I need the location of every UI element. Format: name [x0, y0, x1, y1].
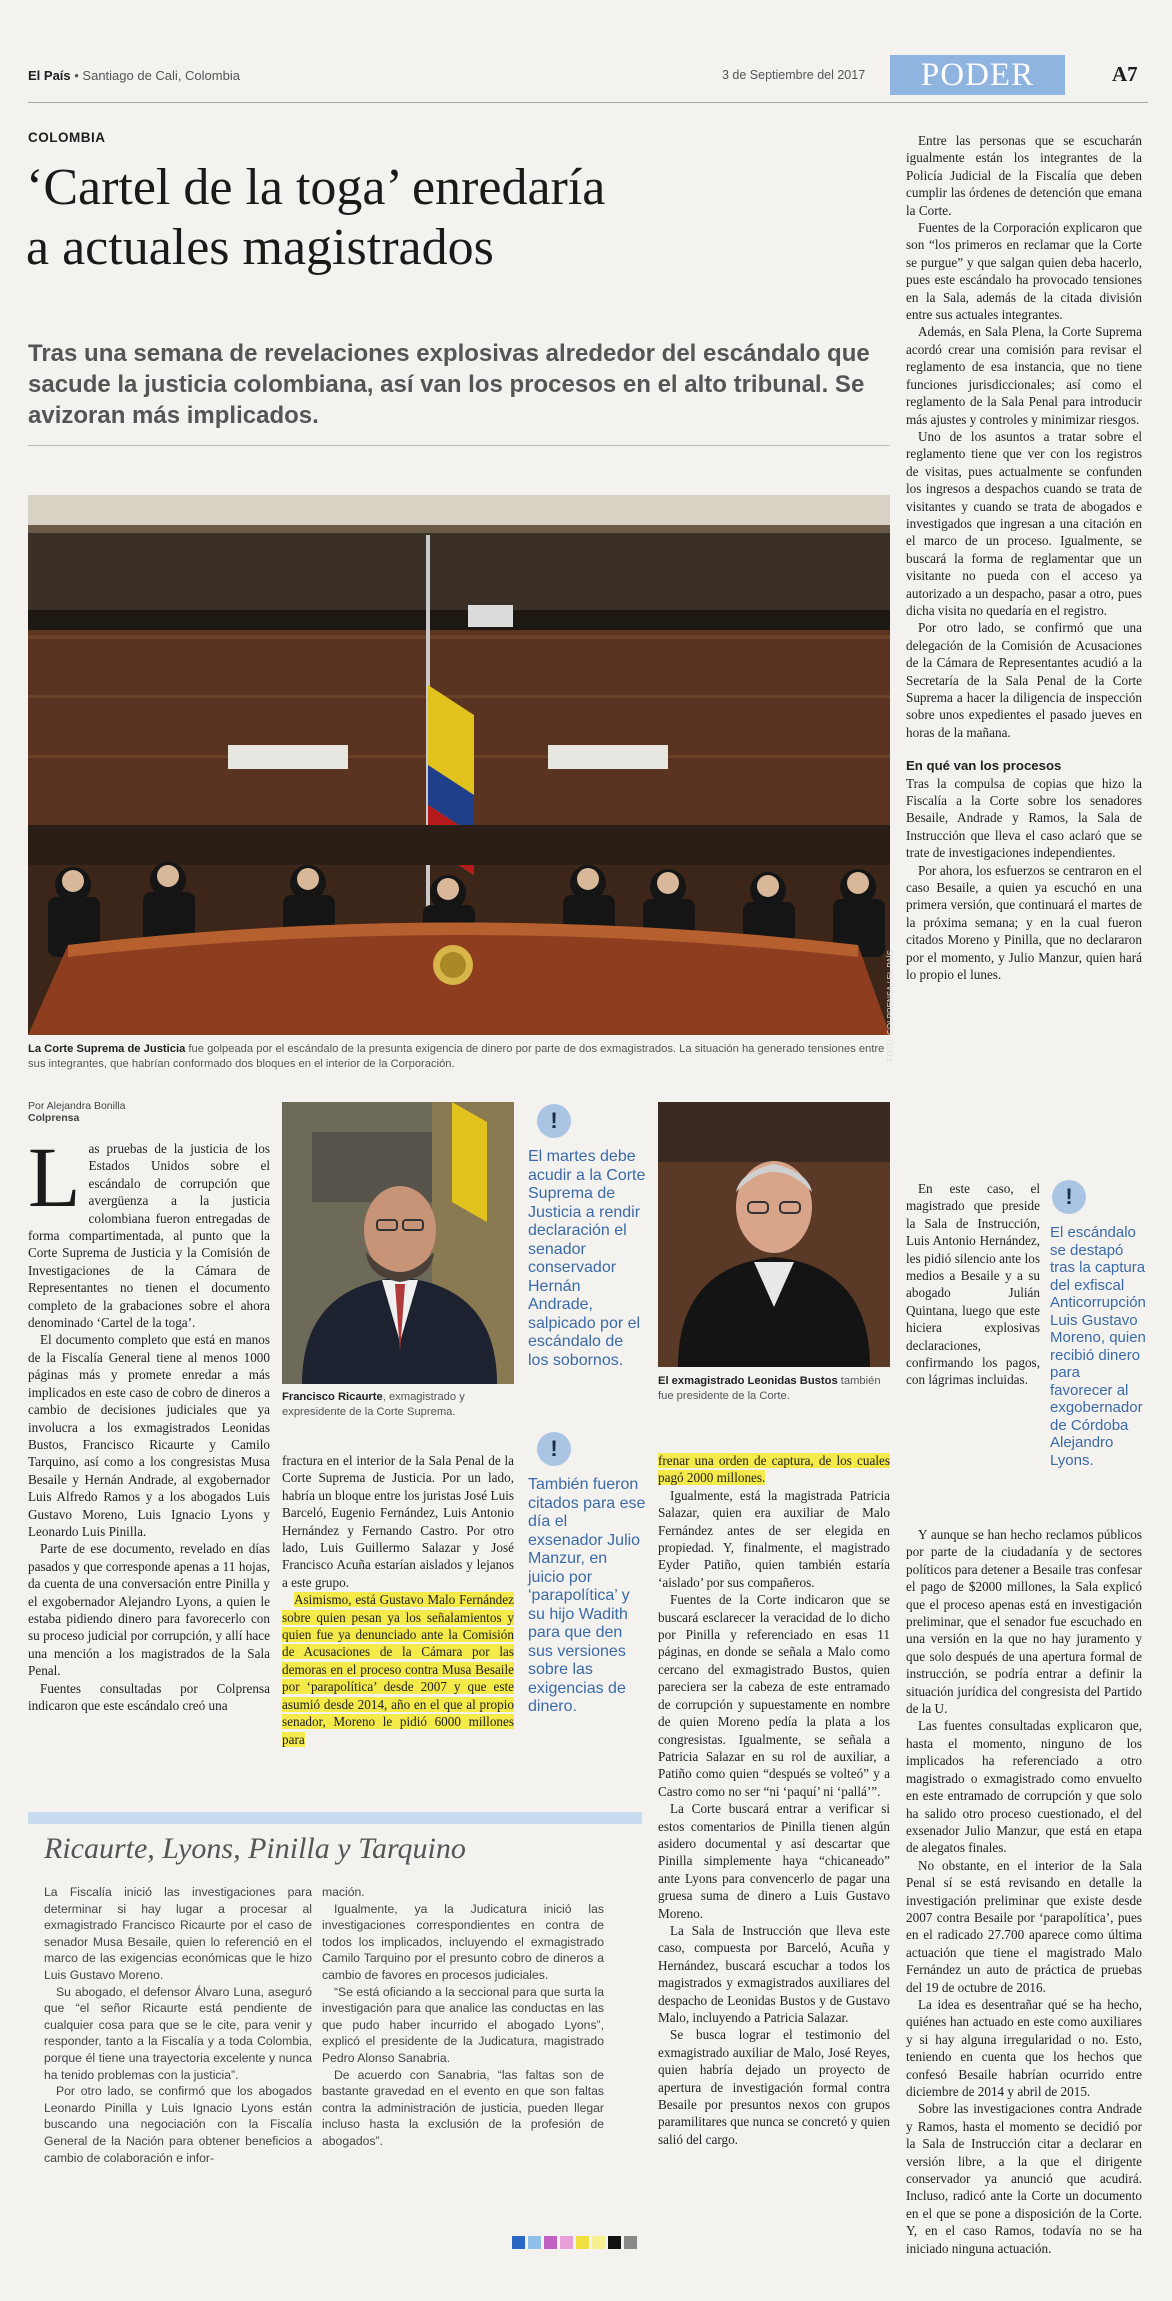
issue-date: 3 de Septiembre del 2017 [722, 68, 866, 82]
paper-name: El País [28, 68, 71, 83]
paper-location: • Santiago de Cali, Colombia [70, 68, 240, 83]
court-photo-illustration [28, 495, 890, 1035]
photo-credit: FOTO: COLPRENSA / EL PAÍS [886, 950, 895, 1062]
col1-p2: El documento completo que está en manos de la Fiscalía General tiene al menos 1000 páginas más y promete enredar a más implicados en este caso de cobro de dineros a cambio de decisiones judiciales que ya involucra a los exmagistrados Leonidas Bustos, Francisco Ricaurte y Camilo Tarquino, así como a los congresistas Musa Besaile y Hernán Andrade, al exgobernador Luis Alfredo Ramos y a los abogados Luis Gustavo Moreno, Luis Ignacio Lyons y Leonardo Luis Pinilla. [28, 1332, 270, 1539]
ricaurte-caption [282, 1390, 514, 1420]
ricaurte-photo [282, 1102, 514, 1384]
box-c2-p3: De acuerdo con Sanabria, “las faltas son de bastante gravedad en el evento en que son faltas contra la administración de justicia, pueden llegar incluso hasta la exclusión de la profesión de abogados”. [322, 2067, 604, 2148]
main-photo-caption [28, 1042, 890, 1072]
deck-rule [28, 445, 890, 446]
masthead [28, 68, 240, 83]
ricaurte-caption-lead: Francisco Ricaurte [282, 1391, 383, 1403]
bustos-caption-text: también fue presidente de la Corte. [658, 1375, 881, 1402]
headline-line-1: ‘Cartel de la toga’ enredaría [26, 159, 606, 216]
color-swatch [560, 2236, 573, 2249]
right-p1: Entre las personas que se escucharán igualmente están los integrantes de la Policía Judicial de la Fiscalía que deben cumplir las órdenes de detención que emana la Corte. [906, 133, 1142, 218]
box-c1-p2: Su abogado, el defensor Álvaro Luna, aseguró que “el señor Ricaurte está pendiente de cualquier cosa para que se le cite, para venir y responder, tanto a la Fiscalía y a toda Colombia, porque él tiene una trayectoria excelente y nunca ha tenido problemas con la justicia”. [44, 1984, 312, 2082]
pull-quote-2: También fueron citados para ese día el exsenador Julio Manzur, en juicio por ‘parapolítica’ y su hijo Wadith para que den sus versiones sobre las exigencias de dinero. [528, 1476, 646, 1715]
col3-p3: La Corte buscará entrar a verificar si estos comentarios de Pinilla tienen algún asidero documental y así descartar que Pinilla simplemente haya “chicaneado” ante Lyons para convencerlo de pagar una gruesa suma de dinero a Luis Gustavo Moreno. [658, 1801, 890, 1921]
col1-p3: Parte de ese documento, revelado en días pasados y que corresponde apenas a 11 hojas, da cuenta de una conversación entre Pinilla y el exgobernador Alejandro Lyons, a quien le estaba pidiendo dinero para favorecerlo con su proceso judicial por corrupción, y allí hace una mención a los magistrados de la Sala Penal. [28, 1541, 270, 1679]
right-col-top [906, 132, 1142, 984]
deck: Tras una semana de revelaciones explosivas alrededor del escándalo que sacude la justicia colombiana, así van los procesos en el alto tribunal. Se avizoran más implicados. [28, 340, 870, 429]
byline-agency: Colprensa [28, 1112, 80, 1124]
box-c1-p3: Por otro lado, se confirmó que los abogados Leonardo Pinilla y Luis Ignacio Lyons están buscando una negociación con la Fiscalía General de la Nación para obtener beneficios a cambio de colaboración e infor- [44, 2084, 312, 2165]
color-swatch [544, 2236, 557, 2249]
header-rule [28, 102, 1148, 103]
right-col-bottom [906, 1526, 1142, 2257]
col2-p1: fractura en el interior de la Sala Penal de la Corte Suprema de Justicia. Por un lado, habría un bloque entre los juristas José Luis Barceló, Eugenio Fernández, Luis Antonio Hernández y Fernando Castro. Por otro lado, Luis Guillermo Salazar y José Francisco Acuña estarían aislados y lejanos a este grupo. [282, 1453, 514, 1590]
color-swatch [576, 2236, 589, 2249]
right-p9: No obstante, en el interior de la Sala Penal sí se está revisando en detalle la investigación preliminar que existe desde 2007 contra Besaile por ‘parapolítica’, pues en el radicado 27.700 aparece como última actuación que tiene el magistrado Malo Fernández un auto de práctica de pruebas del 19 de octubre de 2016. [906, 1857, 1142, 1995]
box-c2-p1: Igualmente, ya la Judicatura inició las investigaciones correspondientes en contra de todos los implicados, incluyendo el exmagistrado Camilo Tarquino por el presunto cobro de dineros a cambio de favores en procesos judiciales. [322, 1901, 604, 1982]
main-caption-lead: La Corte Suprema de Justicia [28, 1043, 186, 1055]
pull-quote-3: El escándalo se destapó tras la captura del exfiscal Anticorrupción Luis Gustavo Moreno, quien recibió dinero para favorecer al exgobernador de Córdoba Alejandro Lyons. [1050, 1224, 1146, 1469]
exclamation-icon: ! [537, 1432, 571, 1466]
article-col-1 [28, 1129, 270, 1714]
section-name: PODER [920, 57, 1035, 93]
exclamation-icon: ! [1052, 1180, 1086, 1214]
right-p11: Sobre las investigaciones contra Andrade y Ramos, hasta el momento se decidió por la Sala de Instrucción citar a declarar en versión libre, a la que el dirigente conservador ya anunció que acudirá. Incluso, radicó ante la Corte un documento en el que se pone a disposición de la Corte. Y, en el caso Ramos, todavía no se ha iniciado ninguna actuación. [906, 2101, 1142, 2256]
right-col-narrow [906, 1180, 1040, 1389]
box-band [28, 1812, 642, 1824]
right-p8: Las fuentes consultadas explicaron que, hasta el momento, ninguno de los implicados ha referenciado a otro magistrado o exmagistrado como envuelto en este entramado de corrupción y que solo ha salido otro proceso cuestionado, el del exsenador Julio Manzur, que está en etapa de alegatos finales. [906, 1718, 1142, 1856]
article-col-2 [282, 1452, 514, 1748]
right-narrow-1: En este caso, el magistrado que preside la Sala de Instrucción, Luis Antonio Hernández, les pidió silencio ante los medios a Besaile y a su abogado Julián Quintana, luego que este hiciera explosivas declaraciones, confirmando los pagos, con lágrimas incluidas. [906, 1181, 1040, 1388]
right-p2: Fuentes de la Corporación explicaron que son “los primeros en reclamar que la Corte se purgue” y que salgan quien deba hacerlo, pues este escándalo ha provocado tensiones en la Sala, además de la citada división entre sus actuales integrantes. [906, 220, 1142, 323]
bustos-caption [658, 1374, 890, 1404]
col3-p0-highlighted: frenar una orden de captura, de los cuales pagó 2000 millones. [658, 1453, 890, 1486]
bustos-photo [658, 1102, 890, 1367]
ricaurte-caption-text: , exmagistrado y expresidente de la Corte Suprema. [282, 1391, 465, 1418]
color-swatch [592, 2236, 605, 2249]
bustos-portrait [658, 1102, 890, 1367]
color-swatch [512, 2236, 525, 2249]
headline [26, 158, 906, 278]
main-caption-text: fue golpeada por el escándalo de la presunta exigencia de dinero por parte de dos exmagistrados. La situación ha generado tensiones entre sus integrantes, que habrían conformado dos bloques en el interior de la Corporación. [28, 1043, 885, 1070]
exclamation-icon: ! [537, 1104, 571, 1138]
color-swatch [528, 2236, 541, 2249]
article-col-3 [658, 1452, 890, 2148]
page-number: A7 [1112, 62, 1138, 86]
col2-p2-highlighted: Asimismo, está Gustavo Malo Fernández sobre quien pesan ya los señalamientos y quien fue ya denunciado ante la Comisión de Acusaciones de la Cámara por las demoras en el proceso contra Musa Besaile por ‘parapolítica’ desde 2007 y que este asumió desde 2014, año en el que al propio senador, Moreno le pidió 6000 millones para [282, 1592, 514, 1747]
bustos-caption-lead: El exmagistrado Leonidas Bustos [658, 1375, 838, 1387]
subhead: En qué van los procesos [906, 758, 1062, 774]
right-p3: Además, en Sala Plena, la Corte Suprema acordó crear una comisión para revisar el reglamento de esa instancia, que no tiene funciones jurisdiccionales; así como el reglamento de la Sala Penal para introducir más ajustes y controles y minimizar riesgos. [906, 324, 1142, 427]
drop-cap: L [28, 1129, 81, 1225]
pull-quote-1: El martes debe acudir a la Corte Suprema de Justicia a rendir declaración el senador conservador Hernán Andrade, salpicado por el escándalo de los sobornos. [528, 1148, 646, 1369]
col3-p1: Igualmente, está la magistrada Patricia Salazar, quien era auxiliar de Malo Fernández antes de ser elegida en propiedad. Y, finalmente, el magistrado Eyder Patiño, quien también estaría ‘aislado’ por sus compañeros. [658, 1487, 890, 1590]
col3-p2: Fuentes de la Corte indicaron que se buscará esclarecer la veracidad de lo dicho por Pinilla y referenciado en esas 11 páginas, en donde se señala a Malo como cercano del exmagistrado Bustos, quien pareciera ser la cabeza de este entramado de corrupción y supuestamente en nombre de quien Moreno pedía la plata a los congresistas. Igualmente, se señala a Patricia Salazar en su rol de auxiliar, a Patiño como quien “después se volteó” y a Castro como no ser “ni ‘paquí’ ni ‘pallá’”. [658, 1592, 890, 1799]
box-c1-p1: La Fiscalía inició las investigaciones para determinar si hay lugar a procesar al exmagistrado Francisco Ricaurte por el caso de senador Musa Besaile, quien lo referenció en el marco de las exigencias económicas que le hizo Luis Gustavo Moreno. [44, 1885, 312, 1982]
col3-p5: Se busca lograr el testimonio del exmagistrado auxiliar de Malo, José Reyes, quien habría dejado un proyecto de apertura de investigación formal contra Besaile por presuntos nexos con grupos paramilitares que nunca se concretó y quien salió del cargo. [658, 2027, 890, 2147]
color-swatch [608, 2236, 621, 2249]
box-c2-p2: “Se está oficiando a la seccional para que surta la investigación para que analice las conductas en las que pudo haber incurrido el abogado Lyons”, explicó el presidente de la Judicatura, magistrado Pedro Alonso Sanabria. [322, 1984, 604, 2065]
box-col-1 [44, 1884, 312, 2166]
col1-p1: as pruebas de la justicia de los Estados Unidos sobre el escándalo de corrupción que avergüenza a la justicia colombiana fueron entregadas de forma compartimentada, al punto que la Corte Suprema de Justicia y la Comisión de Investigaciones de la Cámara de Representantes no tienen el documento completo de la grabaciones sobre el ahora denominado ‘Cartel de la toga’. [28, 1141, 270, 1331]
right-p4: Uno de los asuntos a tratar sobre el reglamento tiene que ver con los registros de visitas, pues actualmente se confunden los ingresos a despachos cuando se trata de visitantes y cuando se trata de abogados e investigados que ingresan a una citación en el marco de un proceso. Igualmente, se buscará la forma de reglamentar que un visitante no pueda con el acceso ya autorizado a un despacho, pasar a otro, pues dicha visita no quedaría en el registro. [906, 428, 1142, 618]
right-p7: Por ahora, los esfuerzos se centraron en el caso Besaile, a quien ya escuchó en una primera versión, que continuará el martes de la próxima semana; y en la cual fueron citados Moreno y Pinilla, que no declararon por el momento, y Julio Manzur, quien hará lo propio el lunes. [906, 862, 1142, 983]
right-p6: Tras la compulsa de copias que hizo la Fiscalía a la Corte sobre los senadores Besaile, Andrade y Ramos, la Sala de Instrucción que lleva el caso aclaró que se trate de investigaciones independientes. [906, 775, 1142, 861]
ricaurte-portrait [282, 1102, 514, 1384]
box-title: Ricaurte, Lyons, Pinilla y Tarquino [44, 1832, 466, 1865]
byline [28, 1100, 125, 1124]
right-p10: La idea es desentrañar qué se ha hecho, quiénes han actuado en este como auxiliares y si hay alguna irregularidad o no. Esto, teniendo en cuenta que los hechos que confesó Besaile habrían ocurrido entre diciembre de 2014 y abril de 2015. [906, 1996, 1142, 2099]
section-tag [890, 55, 1065, 95]
print-color-bar [512, 2236, 637, 2249]
box-col-2 [322, 1884, 604, 2150]
right-p5: Por otro lado, se confirmó que una delegación de la Comisión de Acusaciones de la Cámara de Representantes acudió a la Secretaría de la Sala Penal de la Corte Suprema a hacer la diligencia de inspección sobre unos expedientes el pasado jueves en horas de la mañana. [906, 620, 1142, 740]
box-c2-p0: mación. [322, 1885, 365, 1899]
color-swatch [624, 2236, 637, 2249]
kicker: COLOMBIA [28, 130, 106, 145]
right-narrow-2: Y aunque se han hecho reclamos públicos por parte de la ciudadanía y de sectores políticos para detener a Besaile tras confesar el pago de $2000 millones, la Sala explicó que el proceso apenas está en investigación preliminar, que el senador fue escuchado en una versión en la que no hay juramento y que solo después de una apertura formal de instrucción, se podría entrar a definir la situación jurídica del congresista del Partido de la U. [906, 1527, 1142, 1717]
col3-p4: La Sala de Instrucción que lleva este caso, compuesta por Barceló, Acuña y Hernández, buscará escuchar a todos los magistrados y exmagistrados auxiliares del despacho de Leonidas Bustos y de Gustavo Malo, incluyendo a Patricia Salazar. [658, 1922, 890, 2025]
byline-author: Por Alejandra Bonilla [28, 1100, 126, 1112]
headline-line-2: a actuales magistrados [26, 219, 494, 276]
col1-p4: Fuentes consultadas por Colprensa indicaron que este escándalo creó una [28, 1680, 270, 1713]
